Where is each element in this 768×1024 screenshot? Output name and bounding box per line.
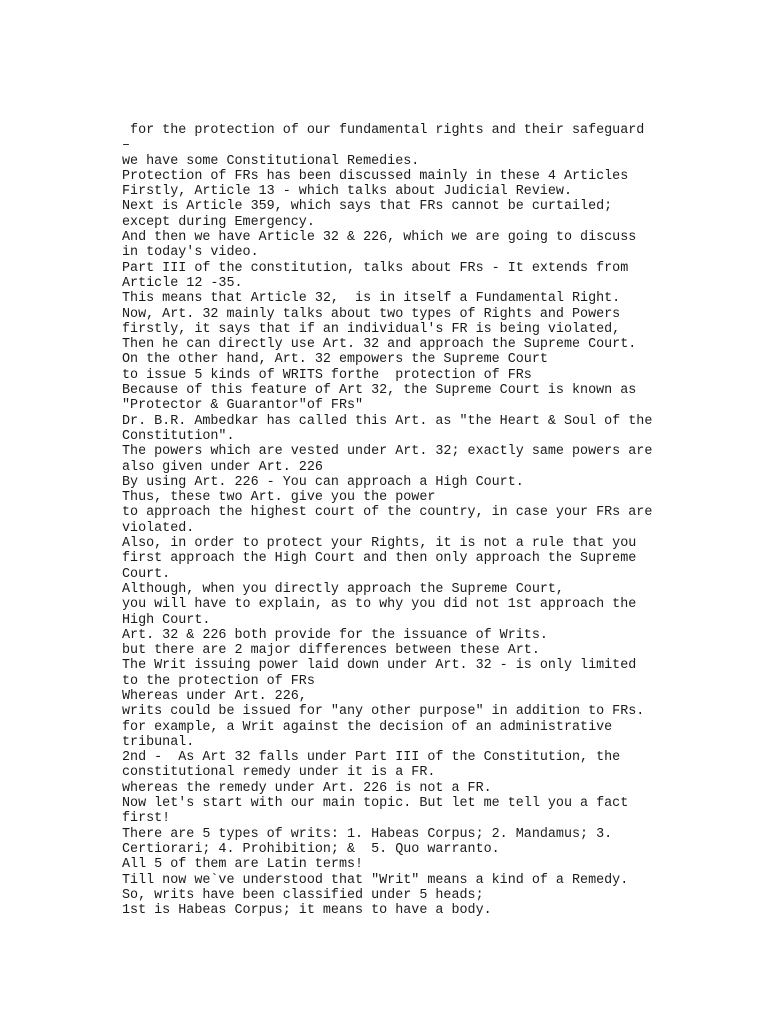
text-line: first approach the High Court and then only approach the Supreme: [122, 551, 637, 567]
text-line: By using Art. 226 - You can approach a High Court.: [122, 474, 524, 490]
text-line: you will have to explain, as to why you did not 1st approach the: [122, 597, 637, 613]
text-line: The Writ issuing power laid down under Art. 32 - is only limited: [122, 658, 637, 674]
text-line: for example, a Writ against the decision of an administrative: [122, 719, 613, 735]
text-line: "Protector & Guarantor"of FRs": [122, 398, 364, 414]
text-line: Dr. B.R. Ambedkar has called this Art. as "the Heart & Soul of the: [122, 413, 653, 429]
text-line: Till now we`ve understood that "Writ" means a kind of a Remedy.: [122, 872, 629, 888]
text-line: Now let's start with our main topic. But let me tell you a fact: [122, 796, 629, 812]
text-line: All 5 of them are Latin terms!: [122, 857, 364, 873]
text-line: Firstly, Article 13 - which talks about Judicial Review.: [122, 184, 572, 200]
text-line: Art. 32 & 226 both provide for the issuance of Writs.: [122, 627, 548, 643]
text-line: This means that Article 32, is in itself a Fundamental Right.: [122, 291, 621, 307]
text-line: to issue 5 kinds of WRITS forthe protection of FRs: [122, 367, 532, 383]
text-line: Whereas under Art. 226,: [122, 688, 307, 704]
text-line: Also, in order to protect your Rights, it is not a rule that you: [122, 536, 637, 552]
text-line: Part III of the constitution, talks about FRs - It extends from: [122, 260, 629, 276]
text-line: Certiorari; 4. Prohibition; & 5. Quo warranto.: [122, 841, 500, 857]
text-line: whereas the remedy under Art. 226 is not a FR.: [122, 780, 492, 796]
text-line: Now, Art. 32 mainly talks about two types of Rights and Powers: [122, 306, 621, 322]
text-line: Then he can directly use Art. 32 and approach the Supreme Court.: [122, 337, 637, 353]
text-line: tribunal.: [122, 734, 195, 750]
text-line: except during Emergency.: [122, 214, 315, 230]
text-line: Constitution".: [122, 428, 235, 444]
text-line: for the protection of our fundamental rights and their safeguard: [122, 123, 645, 138]
text-line: but there are 2 major differences between these Art.: [122, 643, 540, 659]
text-line: first!: [122, 811, 171, 827]
text-line: And then we have Article 32 & 226, which we are going to discuss: [122, 230, 637, 246]
text-line: Protection of FRs has been discussed mainly in these 4 Articles: [122, 168, 629, 184]
text-line: The powers which are vested under Art. 32; exactly same powers are: [122, 444, 653, 460]
text-line: Court.: [122, 566, 171, 582]
text-line: writs could be issued for "any other purpose" in addition to FRs.: [122, 704, 645, 720]
text-line: Thus, these two Art. give you the power: [122, 490, 436, 506]
text-line: to approach the highest court of the country, in case your FRs are: [122, 505, 653, 521]
text-line: –: [122, 138, 131, 154]
document-text: [122, 123, 662, 918]
text-line: 1st is Habeas Corpus; it means to have a body.: [122, 903, 492, 919]
text-line: Article 12 -35.: [122, 275, 243, 291]
text-line: violated.: [122, 520, 195, 536]
text-line: Next is Article 359, which says that FRs cannot be curtailed;: [122, 199, 613, 215]
text-line: Although, when you directly approach the Supreme Court,: [122, 581, 564, 597]
text-line: in today's video.: [122, 245, 259, 261]
text-line: Because of this feature of Art 32, the Supreme Court is known as: [122, 383, 637, 399]
text-line: There are 5 types of writs: 1. Habeas Corpus; 2. Mandamus; 3.: [122, 826, 613, 842]
text-line: we have some Constitutional Remedies.: [122, 153, 420, 169]
text-line: to the protection of FRs: [122, 673, 315, 689]
text-line: 2nd - As Art 32 falls under Part III of the Constitution, the: [122, 750, 621, 766]
text-line: So, writs have been classified under 5 heads;: [122, 887, 484, 903]
text-line: also given under Art. 226: [122, 459, 323, 475]
text-line: constitutional remedy under it is a FR.: [122, 765, 436, 781]
text-line: High Court.: [122, 612, 211, 628]
text-line: On the other hand, Art. 32 empowers the Supreme Court: [122, 352, 548, 368]
text-line: firstly, it says that if an individual's FR is being violated,: [122, 321, 621, 337]
